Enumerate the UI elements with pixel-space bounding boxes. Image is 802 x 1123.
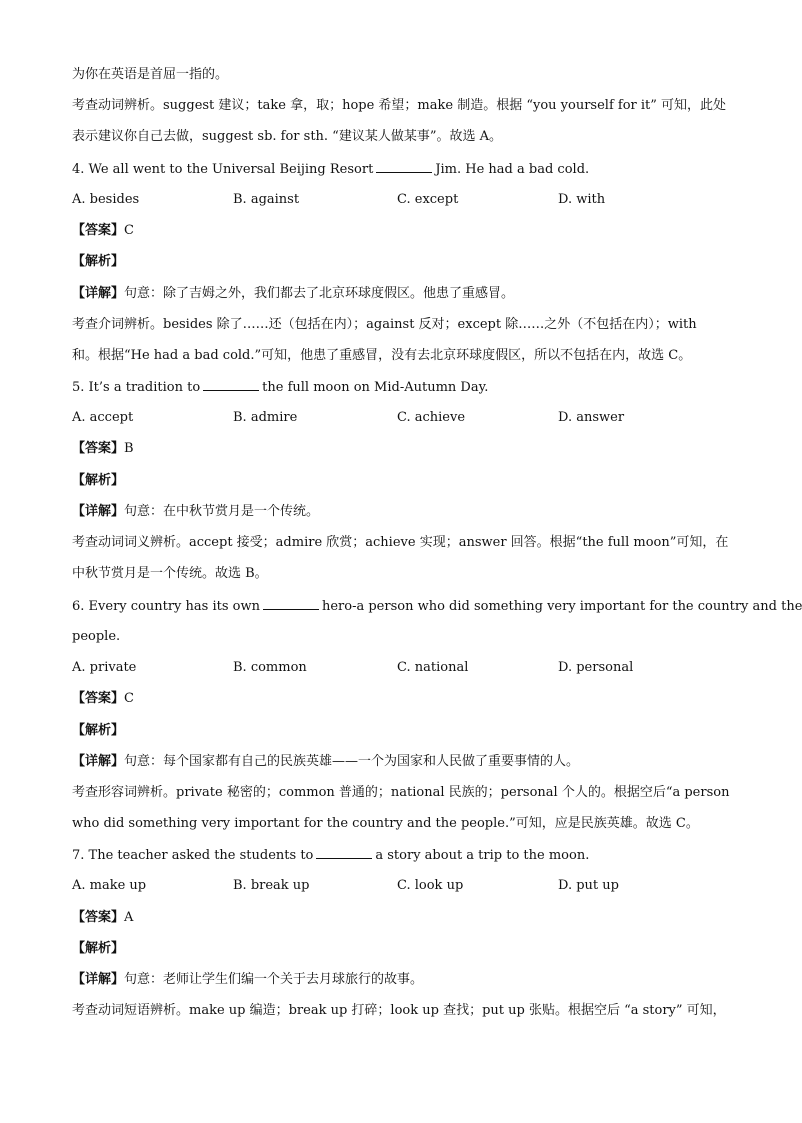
option-d: D. with: [558, 192, 606, 207]
question-7-stem: [72, 846, 724, 865]
answer-value: A: [124, 910, 134, 925]
analysis-label: 【解析】: [72, 723, 125, 738]
option-c: C. national: [397, 660, 469, 675]
question-stem-before: 6. Every country has its own: [72, 599, 260, 614]
option-d: D. personal: [558, 660, 634, 675]
answer-label: 【答案】: [72, 910, 125, 925]
answer-label: 【答案】: [72, 441, 125, 456]
detail-text: 句意：每个国家都有自己的民族英雄——一个为国家和人民做了重要事情的人。: [124, 754, 580, 769]
question-stem-after: a story about a trip to the moon.: [375, 848, 590, 863]
answer-blank: [203, 378, 259, 391]
detail-line: [72, 503, 724, 521]
question-stem-before: 7. The teacher asked the students to: [72, 848, 314, 863]
answer-label: 【答案】: [72, 691, 125, 706]
detail-text: 句意：除了吉姆之外，我们都去了北京环球度假区。他患了重感冒。: [124, 286, 515, 301]
option-d: D. put up: [558, 878, 619, 893]
explanation-line-2: 和。根据“He had a bad cold.”可知，他患了重感冒，没有去北京环球度假区，所以不包括在内，故选 C。: [72, 348, 692, 363]
question-stem-after: hero-a person who did something very important for the country and the: [321, 599, 802, 614]
detail-label: 【详解】: [72, 504, 125, 519]
option-c: C. achieve: [397, 410, 466, 425]
answer-blank: [376, 160, 432, 173]
answer-line: [72, 440, 724, 458]
question-stem-after: Jim. He had a bad cold.: [435, 162, 590, 177]
answer-value: C: [124, 223, 134, 238]
header-line-3: 表示建议你自己去做，suggest sb. for sth. “建议某人做某事”。故选 A。: [72, 129, 502, 144]
explanation-line-2: 中秋节赏月是一个传统。故选 B。: [72, 566, 268, 581]
explanation-line-2: who did something very important for the country and the people.”可知，应是民族英雄。故选 C。: [72, 816, 699, 831]
question-4-stem: [72, 160, 724, 179]
question-6-stem: [72, 597, 802, 616]
option-a: A. besides: [72, 192, 140, 207]
option-b: B. break up: [233, 878, 310, 893]
option-a: A. private: [72, 660, 137, 675]
option-a: A. accept: [72, 410, 134, 425]
detail-line: [72, 753, 724, 771]
option-a: A. make up: [72, 878, 147, 893]
analysis-label: 【解析】: [72, 254, 125, 269]
detail-label: 【详解】: [72, 286, 125, 301]
detail-text: 句意：老师让学生们编一个关于去月球旅行的故事。: [124, 972, 424, 987]
answer-blank: [263, 597, 319, 610]
detail-line: [72, 285, 724, 303]
header-line-2: 考查动词辨析。suggest 建议；take 拿，取；hope 希望；make 制造。根据 “you yourself for it” 可知，此处: [72, 98, 727, 113]
question-stem-before: 5. It’s a tradition to: [72, 380, 201, 395]
explanation-line-1: 考查形容词辨析。private 秘密的；common 普通的；national 民族的；personal 个人的。根据空后“a person: [72, 785, 730, 800]
answer-blank: [316, 846, 372, 859]
detail-label: 【详解】: [72, 972, 125, 987]
answer-value: B: [124, 441, 134, 456]
option-b: B. against: [233, 192, 300, 207]
question-stem-before: 4. We all went to the Universal Beijing Resort: [72, 162, 374, 177]
question-stem-after: the full moon on Mid-Autumn Day.: [262, 380, 489, 395]
option-b: B. admire: [233, 410, 298, 425]
question-6-stem-continued: people.: [72, 629, 121, 644]
detail-text: 句意：在中秋节赏月是一个传统。: [124, 504, 320, 519]
explanation-line-1: 考查介词辨析。besides 除了……还（包括在内）；against 反对；except 除……之外（不包括在内）；with: [72, 317, 697, 332]
answer-line: [72, 909, 724, 927]
analysis-label: 【解析】: [72, 941, 125, 956]
answer-line: [72, 690, 724, 708]
option-d: D. answer: [558, 410, 625, 425]
answer-value: C: [124, 691, 134, 706]
analysis-label: 【解析】: [72, 473, 125, 488]
answer-label: 【答案】: [72, 223, 125, 238]
detail-label: 【详解】: [72, 754, 125, 769]
explanation-line-1: 考查动词词义辨析。accept 接受；admire 欣赏；achieve 实现；answer 回答。根据“the full moon”可知，在: [72, 535, 729, 550]
question-5-stem: [72, 378, 724, 397]
answer-line: [72, 222, 724, 240]
detail-line: [72, 971, 724, 989]
option-c: C. look up: [397, 878, 464, 893]
header-line-1: 为你在英语是首屈一指的。: [72, 67, 229, 82]
explanation-line-1: 考查动词短语辨析。make up 编造；break up 打碎；look up 查找；put up 张贴。根据空后 “a story” 可知，: [72, 1003, 726, 1018]
option-c: C. except: [397, 192, 459, 207]
option-b: B. common: [233, 660, 307, 675]
